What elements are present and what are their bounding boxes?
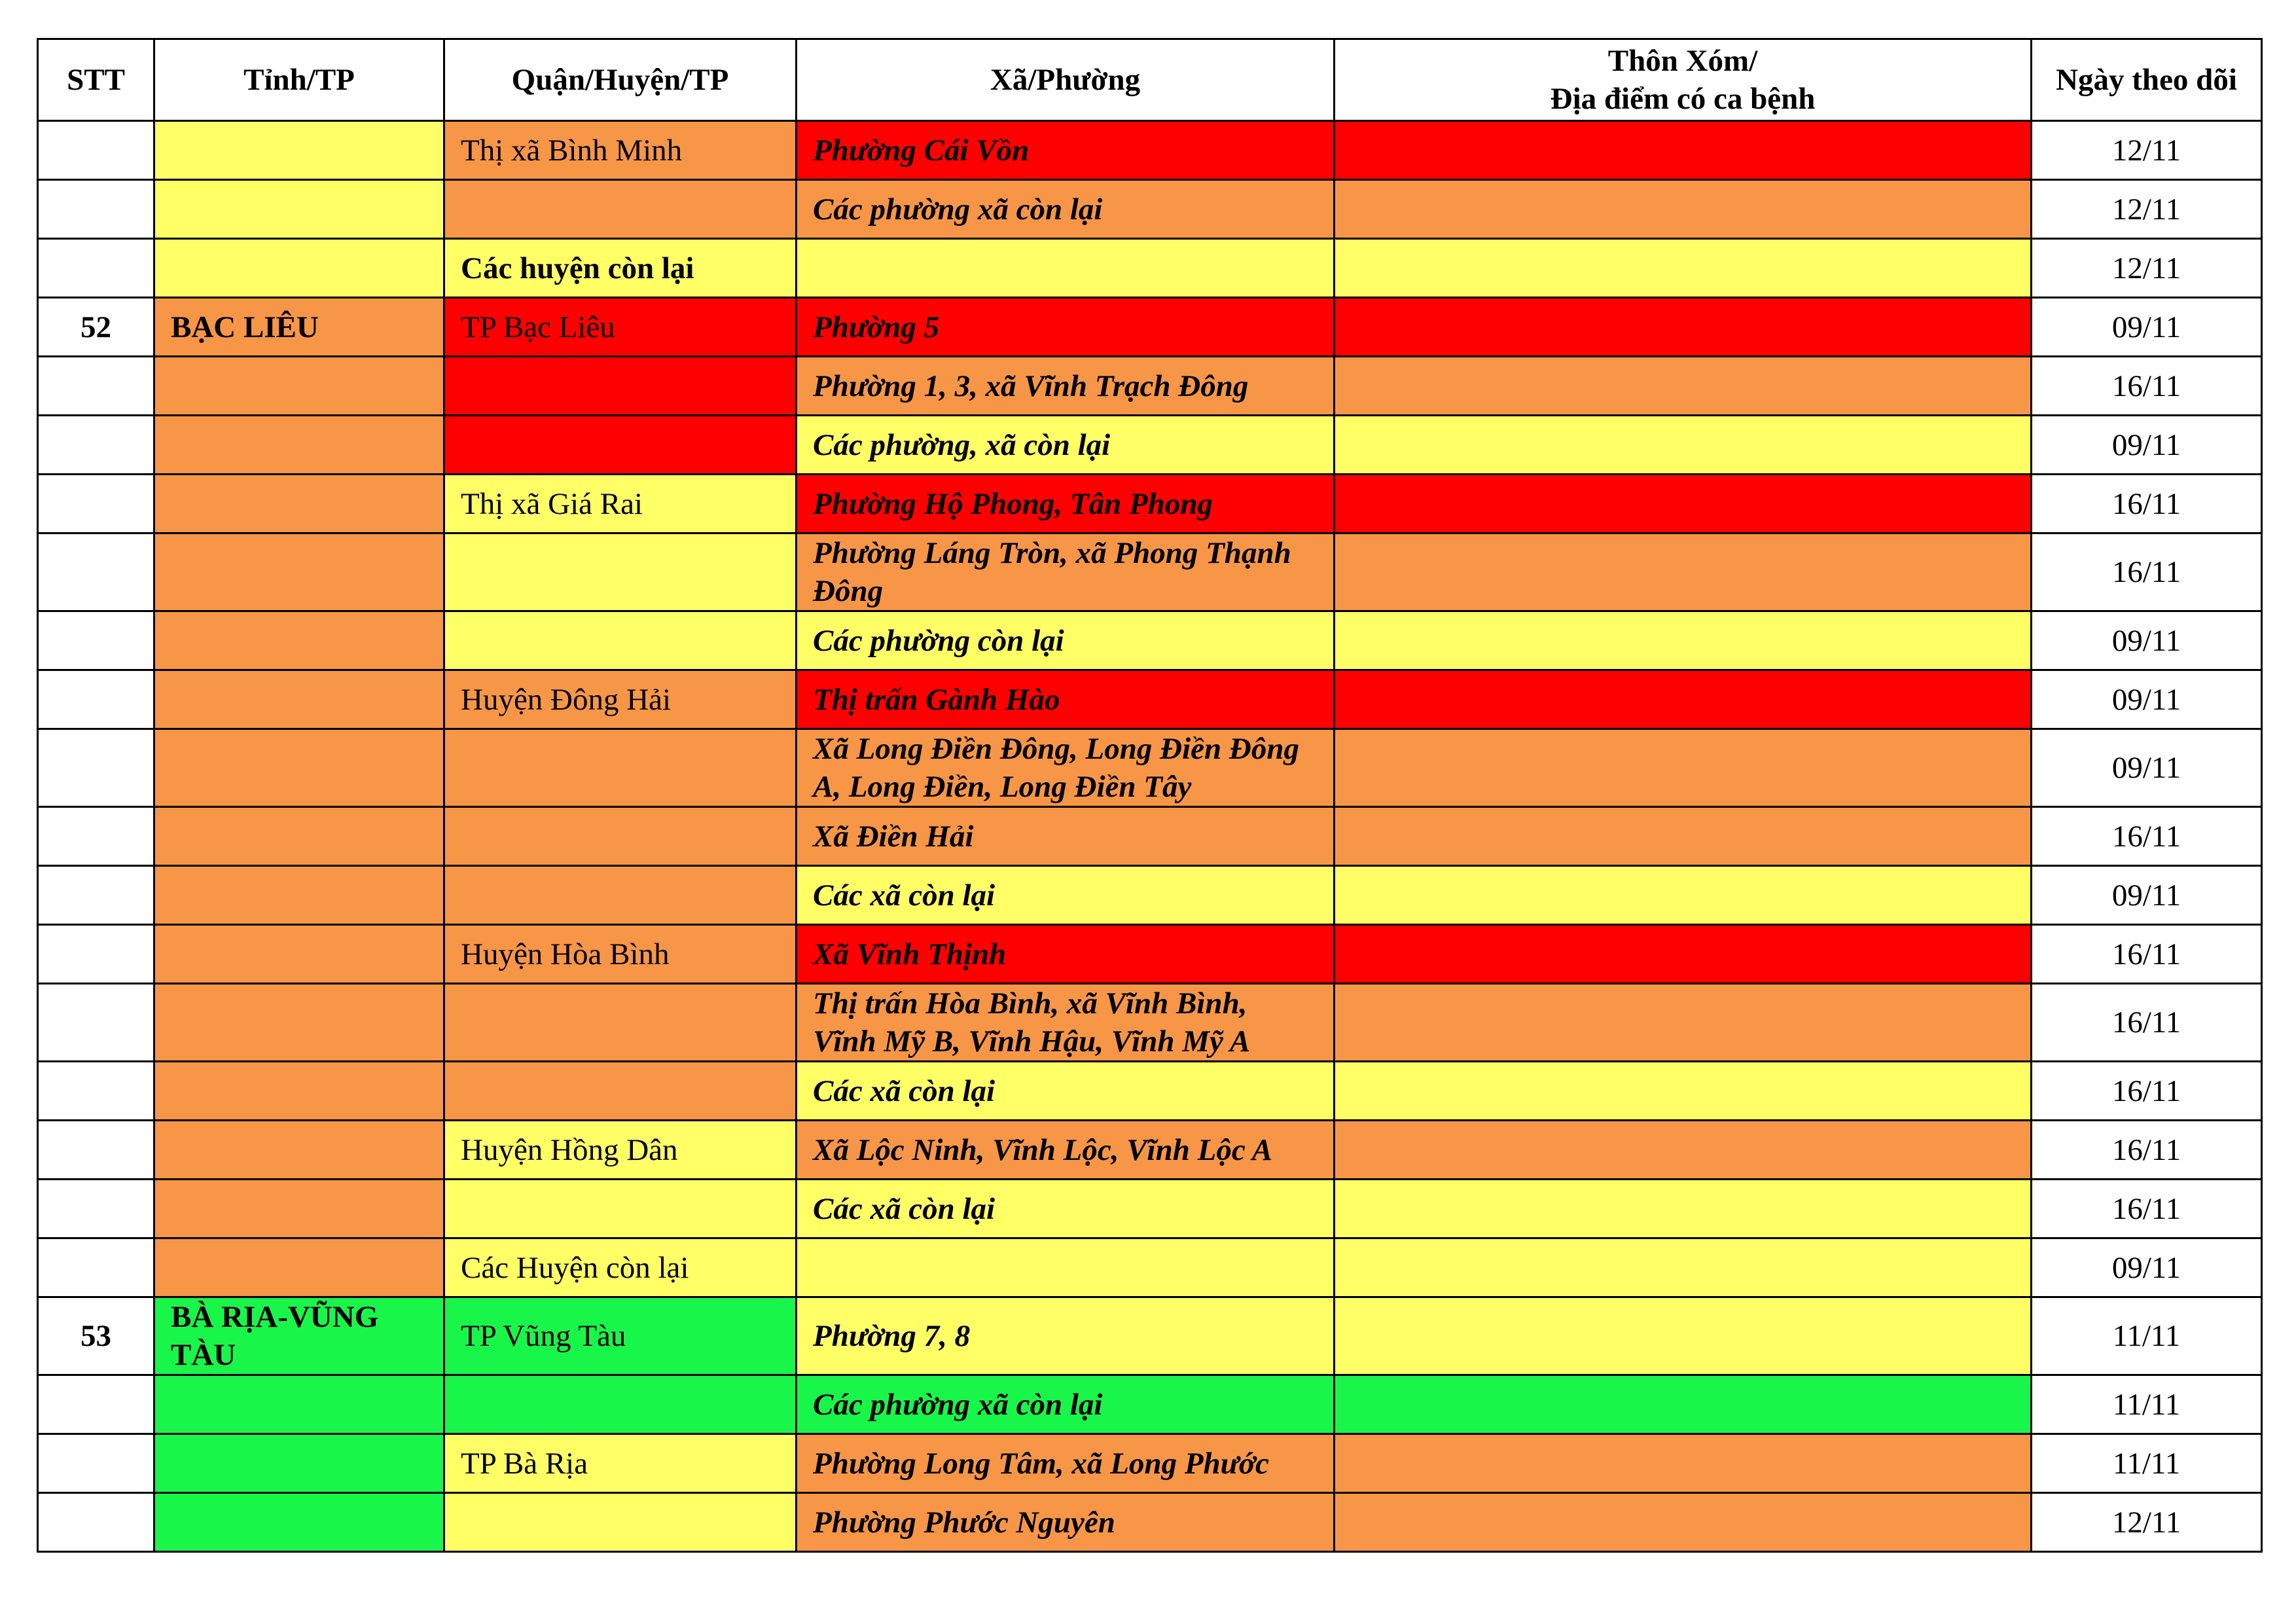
ward-cell: Phường Long Tâm, xã Long Phước — [797, 1434, 1335, 1493]
table-row — [38, 1062, 2262, 1121]
date-cell: 12/11 — [2032, 239, 2262, 298]
place-cell — [1335, 416, 2032, 475]
date-cell: 16/11 — [2032, 1121, 2262, 1180]
ward-cell: Phường 5 — [797, 298, 1335, 357]
table-row — [38, 729, 2262, 807]
province-cell — [154, 1180, 444, 1238]
table-row — [38, 239, 2262, 298]
place-cell — [1335, 1180, 2032, 1238]
date-cell: 12/11 — [2032, 180, 2262, 239]
province-cell — [154, 1238, 444, 1297]
district-cell — [444, 1062, 797, 1121]
district-cell: Huyện Hồng Dân — [444, 1121, 797, 1180]
header-ward: Xã/Phường — [797, 39, 1335, 121]
date-cell: 16/11 — [2032, 807, 2262, 866]
province-cell — [154, 1121, 444, 1180]
ward-cell: Phường 1, 3, xã Vĩnh Trạch Đông — [797, 357, 1335, 416]
district-cell — [444, 866, 797, 925]
date-cell: 16/11 — [2032, 984, 2262, 1062]
table-row — [38, 1434, 2262, 1493]
ward-cell: Các xã còn lại — [797, 866, 1335, 925]
province-cell: BÀ RỊA-VŨNG TÀU — [154, 1297, 444, 1375]
table-body — [38, 121, 2262, 1552]
header-date: Ngày theo dõi — [2032, 39, 2262, 121]
stt-cell — [38, 670, 154, 729]
date-cell: 09/11 — [2032, 866, 2262, 925]
header-row — [38, 39, 2262, 121]
table-row — [38, 1375, 2262, 1434]
ward-cell: Phường 7, 8 — [797, 1297, 1335, 1375]
province-cell — [154, 866, 444, 925]
stt-cell — [38, 1062, 154, 1121]
district-cell — [444, 729, 797, 807]
province-cell — [154, 475, 444, 533]
province-cell — [154, 1493, 444, 1552]
place-cell — [1335, 925, 2032, 984]
place-cell — [1335, 1434, 2032, 1493]
date-cell: 09/11 — [2032, 298, 2262, 357]
date-cell: 16/11 — [2032, 475, 2262, 533]
table-row — [38, 866, 2262, 925]
stt-cell — [38, 1180, 154, 1238]
place-cell — [1335, 1062, 2032, 1121]
table-row — [38, 670, 2262, 729]
date-cell: 09/11 — [2032, 416, 2262, 475]
stt-cell: 52 — [38, 298, 154, 357]
ward-cell: Thị trấn Hòa Bình, xã Vĩnh Bình, Vĩnh Mỹ B, Vĩnh Hậu, Vĩnh Mỹ A — [797, 984, 1335, 1062]
place-cell — [1335, 670, 2032, 729]
stt-cell — [38, 121, 154, 180]
place-cell — [1335, 1375, 2032, 1434]
district-cell: Các Huyện còn lại — [444, 1238, 797, 1297]
stt-cell — [38, 611, 154, 670]
stt-cell — [38, 239, 154, 298]
place-cell — [1335, 1238, 2032, 1297]
header-place-line1: Thôn Xóm/ — [1607, 44, 1758, 78]
table-row — [38, 611, 2262, 670]
province-cell — [154, 984, 444, 1062]
province-cell — [154, 533, 444, 611]
header-place — [1335, 39, 2032, 121]
stt-cell — [38, 807, 154, 866]
ward-cell: Xã Long Điền Đông, Long Điền Đông A, Long Điền, Long Điền Tây — [797, 729, 1335, 807]
table-row — [38, 925, 2262, 984]
place-cell — [1335, 357, 2032, 416]
stt-cell — [38, 416, 154, 475]
date-cell: 16/11 — [2032, 925, 2262, 984]
header-province: Tỉnh/TP — [154, 39, 444, 121]
ward-cell: Xã Điền Hải — [797, 807, 1335, 866]
province-cell — [154, 807, 444, 866]
date-cell: 12/11 — [2032, 1493, 2262, 1552]
place-cell — [1335, 533, 2032, 611]
date-cell: 09/11 — [2032, 729, 2262, 807]
place-cell — [1335, 239, 2032, 298]
district-cell: TP Bà Rịa — [444, 1434, 797, 1493]
stt-cell — [38, 984, 154, 1062]
district-cell — [444, 357, 797, 416]
table-row — [38, 121, 2262, 180]
place-cell — [1335, 180, 2032, 239]
district-cell — [444, 1375, 797, 1434]
ward-cell: Phường Cái Vồn — [797, 121, 1335, 180]
district-cell — [444, 984, 797, 1062]
ward-cell: Các phường xã còn lại — [797, 180, 1335, 239]
date-cell: 09/11 — [2032, 611, 2262, 670]
province-cell — [154, 670, 444, 729]
date-cell: 11/11 — [2032, 1434, 2262, 1493]
table-row — [38, 357, 2262, 416]
district-cell: Các huyện còn lại — [444, 239, 797, 298]
province-cell: BẠC LIÊU — [154, 298, 444, 357]
province-cell — [154, 1062, 444, 1121]
province-cell — [154, 121, 444, 180]
place-cell — [1335, 298, 2032, 357]
monitoring-table — [37, 38, 2263, 1553]
date-cell: 09/11 — [2032, 1238, 2262, 1297]
place-cell — [1335, 807, 2032, 866]
place-cell — [1335, 1121, 2032, 1180]
place-cell — [1335, 121, 2032, 180]
place-cell — [1335, 1493, 2032, 1552]
stt-cell — [38, 1375, 154, 1434]
province-cell — [154, 239, 444, 298]
table-row — [38, 180, 2262, 239]
district-cell — [444, 611, 797, 670]
stt-cell — [38, 1493, 154, 1552]
province-cell — [154, 180, 444, 239]
stt-cell — [38, 1121, 154, 1180]
stt-cell — [38, 925, 154, 984]
district-cell: Thị xã Bình Minh — [444, 121, 797, 180]
date-cell: 09/11 — [2032, 670, 2262, 729]
district-cell — [444, 416, 797, 475]
province-cell — [154, 611, 444, 670]
district-cell: TP Vũng Tàu — [444, 1297, 797, 1375]
ward-cell: Thị trấn Gành Hào — [797, 670, 1335, 729]
place-cell — [1335, 475, 2032, 533]
stt-cell — [38, 729, 154, 807]
table-row — [38, 1297, 2262, 1375]
stt-cell — [38, 180, 154, 239]
date-cell: 11/11 — [2032, 1297, 2262, 1375]
ward-cell: Phường Láng Tròn, xã Phong Thạnh Đông — [797, 533, 1335, 611]
table-row — [38, 416, 2262, 475]
ward-cell: Phường Hộ Phong, Tân Phong — [797, 475, 1335, 533]
ward-cell: Các xã còn lại — [797, 1180, 1335, 1238]
district-cell — [444, 1180, 797, 1238]
ward-cell: Các phường xã còn lại — [797, 1375, 1335, 1434]
date-cell: 16/11 — [2032, 1180, 2262, 1238]
district-cell: TP Bạc Liêu — [444, 298, 797, 357]
ward-cell: Xã Lộc Ninh, Vĩnh Lộc, Vĩnh Lộc A — [797, 1121, 1335, 1180]
header-stt: STT — [38, 39, 154, 121]
place-cell — [1335, 729, 2032, 807]
date-cell: 16/11 — [2032, 357, 2262, 416]
district-cell: Huyện Đông Hải — [444, 670, 797, 729]
district-cell: Huyện Hòa Bình — [444, 925, 797, 984]
stt-cell — [38, 357, 154, 416]
ward-cell: Các phường, xã còn lại — [797, 416, 1335, 475]
province-cell — [154, 729, 444, 807]
province-cell — [154, 1375, 444, 1434]
header-place-line2: Địa điểm có ca bệnh — [1550, 82, 1816, 116]
province-cell — [154, 357, 444, 416]
place-cell — [1335, 1297, 2032, 1375]
date-cell: 11/11 — [2032, 1375, 2262, 1434]
table-row — [38, 475, 2262, 533]
stt-cell: 53 — [38, 1297, 154, 1375]
province-cell — [154, 1434, 444, 1493]
table-row — [38, 807, 2262, 866]
province-cell — [154, 416, 444, 475]
district-cell — [444, 180, 797, 239]
stt-cell — [38, 1434, 154, 1493]
place-cell — [1335, 866, 2032, 925]
table-row — [38, 1180, 2262, 1238]
stt-cell — [38, 533, 154, 611]
stt-cell — [38, 866, 154, 925]
ward-cell: Các xã còn lại — [797, 1062, 1335, 1121]
stt-cell — [38, 475, 154, 533]
place-cell — [1335, 611, 2032, 670]
date-cell: 16/11 — [2032, 533, 2262, 611]
province-cell — [154, 925, 444, 984]
ward-cell: Phường Phước Nguyên — [797, 1493, 1335, 1552]
district-cell — [444, 1493, 797, 1552]
place-cell — [1335, 984, 2032, 1062]
date-cell: 12/11 — [2032, 121, 2262, 180]
ward-cell — [797, 1238, 1335, 1297]
table-row — [38, 1493, 2262, 1552]
stt-cell — [38, 1238, 154, 1297]
ward-cell: Xã Vĩnh Thịnh — [797, 925, 1335, 984]
district-cell — [444, 533, 797, 611]
table-row — [38, 533, 2262, 611]
table-row — [38, 1121, 2262, 1180]
ward-cell — [797, 239, 1335, 298]
ward-cell: Các phường còn lại — [797, 611, 1335, 670]
district-cell — [444, 807, 797, 866]
header-district: Quận/Huyện/TP — [444, 39, 797, 121]
district-cell: Thị xã Giá Rai — [444, 475, 797, 533]
table-row — [38, 298, 2262, 357]
date-cell: 16/11 — [2032, 1062, 2262, 1121]
table-row — [38, 984, 2262, 1062]
table-row — [38, 1238, 2262, 1297]
